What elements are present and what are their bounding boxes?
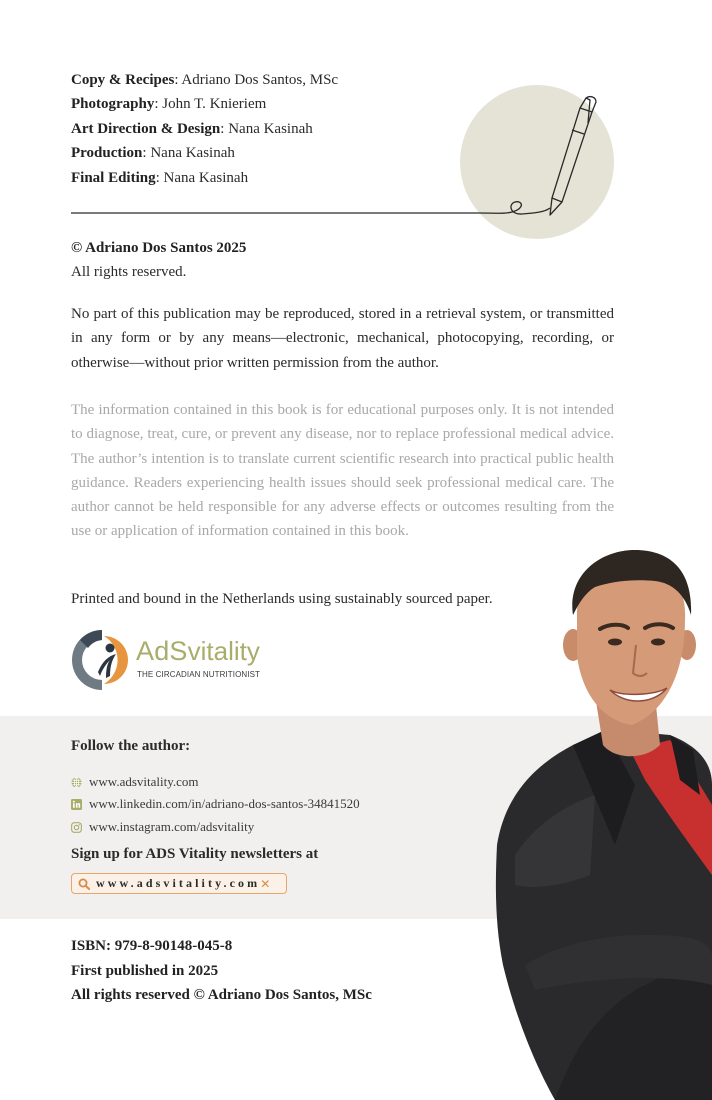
instagram-icon bbox=[71, 822, 82, 833]
credit-label: Production bbox=[71, 145, 143, 162]
instagram-link[interactable] bbox=[71, 819, 254, 835]
rights-line: All rights reserved © Adriano Dos Santos, MSc bbox=[71, 987, 372, 1003]
search-icon bbox=[78, 878, 90, 890]
newsletter-url[interactable]: www.adsvitality.com bbox=[96, 876, 261, 890]
legal-paragraph: No part of this publication may be reproduced, stored in a retrieval system, or transmitted in any form or by any means—electronic, mechanical, photocopying, recording, or otherwise—without prior written permission from the author. bbox=[71, 306, 614, 371]
logo-tagline: THE CIRCADIAN NUTRITIONIST bbox=[137, 670, 261, 679]
logo-wordmark bbox=[136, 638, 260, 665]
adsvitality-logo-icon bbox=[70, 628, 132, 692]
disclaimer-paragraph: The information contained in this book is for educational purposes only. It is not intended to diagnose, treat, cure, or prevent any disease, nor to replace professional medical advice. The author’s intention is to translate current scientific research into practical public health guidance. Readers experiencing health issues should seek professional medical care. The author cannot be held responsible for any adverse effects or outcomes resulting from the use or application of information contained in this book. bbox=[71, 402, 614, 540]
credit-label: Photography bbox=[71, 96, 155, 113]
newsletter-title: Sign up for ADS Vitality newsletters at bbox=[71, 846, 319, 862]
first-published-line: First published in 2025 bbox=[71, 962, 219, 979]
credit-value: : Nana Kasinah bbox=[220, 120, 313, 137]
credit-label: Copy & Recipes bbox=[71, 72, 175, 88]
newsletter-url-box[interactable] bbox=[71, 873, 287, 894]
globe-icon bbox=[71, 777, 82, 788]
linkedin-link-text[interactable]: www.linkedin.com/in/adriano-dos-santos-34841520 bbox=[89, 796, 360, 811]
close-icon[interactable]: ✕ bbox=[260, 876, 271, 891]
website-link-text[interactable]: www.adsvitality.com bbox=[89, 774, 199, 789]
instagram-link-text[interactable]: www.instagram.com/adsvitality bbox=[89, 819, 255, 834]
publication-block bbox=[71, 934, 372, 1008]
linkedin-link[interactable] bbox=[71, 796, 360, 812]
logo-ads: AdS bbox=[136, 636, 188, 666]
credit-value: : John T. Knieriem bbox=[154, 96, 267, 113]
credit-value: : Nana Kasinah bbox=[142, 145, 235, 162]
credit-value: : Nana Kasinah bbox=[155, 169, 249, 186]
credit-label: Art Direction & Design bbox=[71, 120, 221, 137]
copyright-block bbox=[71, 236, 246, 284]
linkedin-icon bbox=[71, 799, 82, 810]
isbn-line: ISBN: 979-8-90148-045-8 bbox=[71, 938, 233, 954]
author-portrait bbox=[495, 545, 712, 1100]
printed-note: Printed and bound in the Netherlands using sustainably sourced paper. bbox=[71, 591, 493, 607]
credit-value: : Adriano Dos Santos, MSc bbox=[174, 72, 339, 88]
website-link[interactable] bbox=[71, 774, 199, 790]
copyright-line: © Adriano Dos Santos 2025 bbox=[71, 240, 247, 256]
pen-signature-icon bbox=[0, 0, 712, 260]
follow-title: Follow the author: bbox=[71, 738, 191, 754]
rights-reserved-text: All rights reserved. bbox=[71, 264, 187, 280]
credit-label: Final Editing bbox=[71, 169, 156, 186]
logo-vitality: vitality bbox=[187, 636, 260, 666]
